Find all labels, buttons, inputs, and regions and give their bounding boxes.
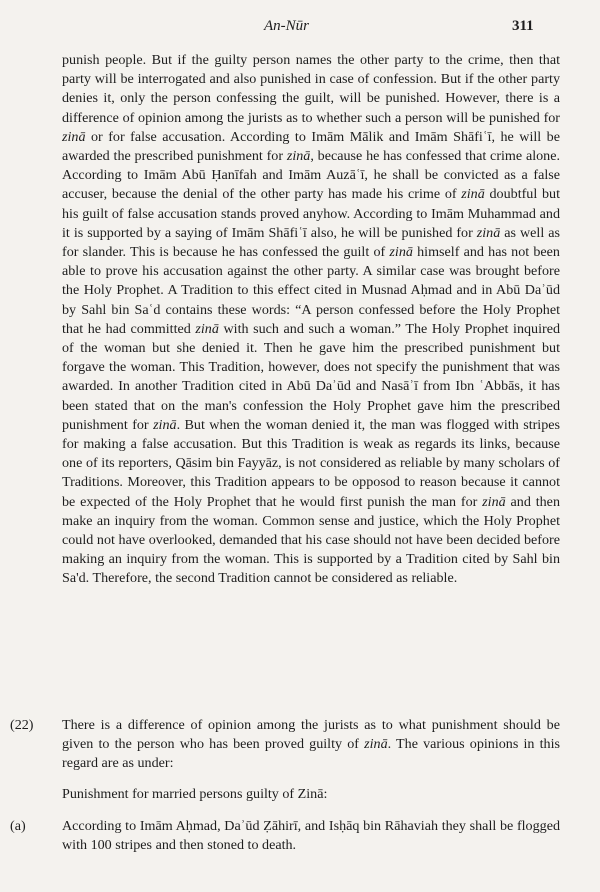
note-22-label: (22): [10, 717, 34, 733]
item-a-text: According to Imām Aḥmad, Daʾūd Ẓāhirī, and Isḥāq bin Rāhaviah they shall be flogged with 100 stripes and then stoned to death.: [62, 818, 560, 854]
page-header: [0, 18, 600, 42]
item-a-label: (a): [10, 818, 26, 834]
page-number: 311: [512, 18, 534, 34]
running-title: An-Nūr: [264, 18, 309, 34]
body-paragraph: punish people. But if the guilty person names the other party to the crime, then that party will be interrogated and also punished in case of confession. But if the other party denies it, only the person confessing the guilt, will be punished. However, there is a difference of opinion among the jurists as to whether such a person will be punished for zinā or for false accusation. According to Imām Mālik and Imām Shāfiʿī, he will be awarded the prescribed punishment for zinā, because he has confessed that crime alone. According to Imām Abū Ḥanīfah and Imām Auzāʿī, he shall be convicted as a false accuser, because the denial of the other party has made his crime of zinā doubtful but his guilt of false accusation stands proved anyhow. According to Imām Muhammad and it is supported by a saying of Imām Shāfiʿī also, he will be punished for zinā as well as for slander. This is because he has confessed the guilt of zinā himself and has not been able to prove his accusation against the other party. A similar case was brought before the Holy Prophet. A Tradition to this effect cited in Musnad Aḥmad and in Abū Daʾūd by Sahl bin Saʿd contains these words: “A person confessed before the Holy Prophet that he had committed zinā with such and such a woman.” The Holy Prophet inquired of the woman but she denied it. Then he gave him the prescribed punishment but forgave the woman. This Tradition, however, does not specify the punishment that was awarded. In another Tradition cited in Abū Daʾūd and Nasāʾī from Ibn ʿAbbās, it has been stated that on the man's confession the Holy Prophet gave him the prescribed punishment for zinā. But when the woman denied it, the man was flogged with stripes for making a false accusation. But this Tradition is weak as regards its links, because one of its reporters, Qāsim bin Fayyāz, is not considered as reliable by many scholars of Traditions. Moreover, this Tradition appears to be opposod to reason because it cannot be expected of the Holy Prophet that he would first punish the man for zinā and then make an inquiry from the woman. Common sense and justice, which the Holy Prophet could not have overlooked, demanded that his case should not have been decided before making an inquiry from the woman. This is supported by a Tradition cited by Sahl bin Sa'd. Therefore, the second Tradition cannot be considered as reliable.: [62, 52, 561, 587]
subheading: Punishment for married persons guilty of Zinā:: [62, 786, 328, 802]
note-22-text: There is a difference of opinion among the jurists as to what punishment should be given to the person who has been proved guilty of zinā. The various opinions in this regard are as under:: [62, 717, 560, 772]
